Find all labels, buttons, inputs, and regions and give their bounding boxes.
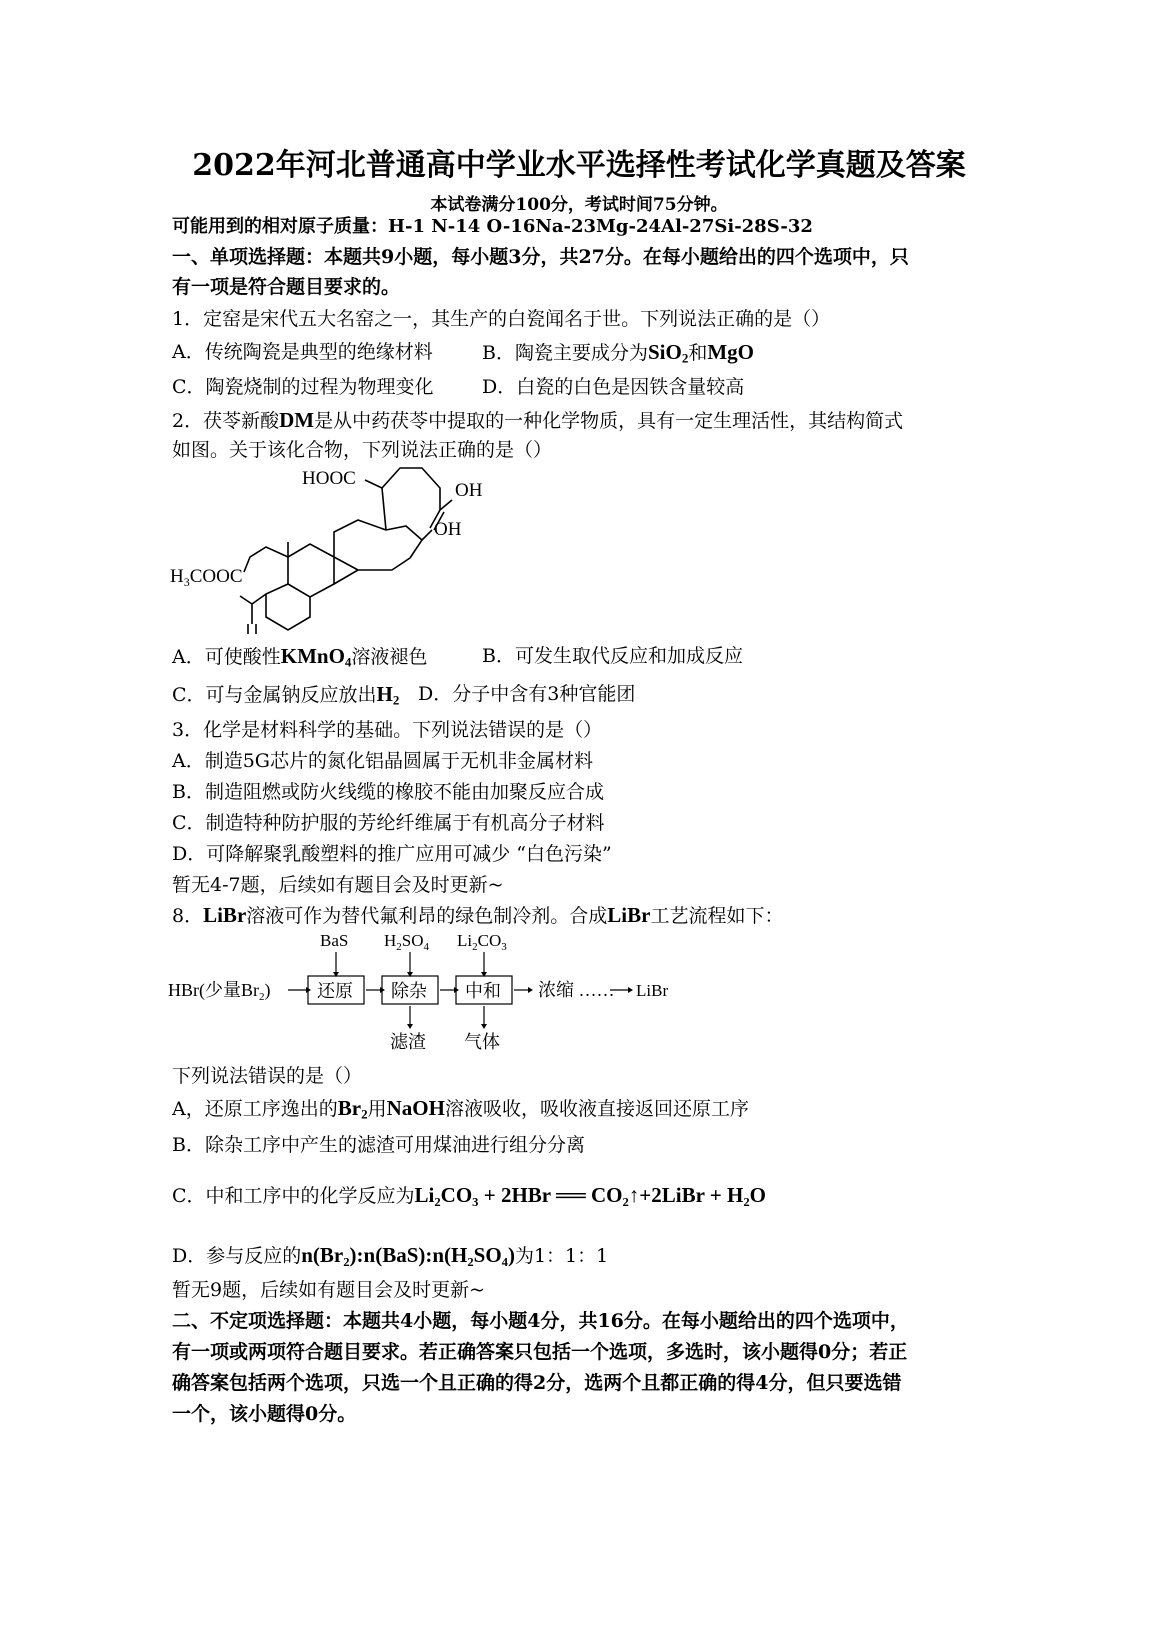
atomic-masses: 可能用到的相对原子质量：H-1 N-14 O-16Na-23Mg-24Al-27Si-28S-32 — [172, 216, 813, 237]
input-close: ) — [264, 980, 271, 1000]
q1-option-c: C．陶瓷烧制的过程为物理变化 — [172, 376, 434, 398]
ring-c — [334, 520, 386, 570]
kmno4-formula — [281, 644, 352, 668]
reagent-h2so4 — [384, 931, 430, 953]
ester-h: H — [170, 566, 184, 587]
h2-main: H — [376, 682, 393, 706]
q2-stem-prefix: 2．茯苓新酸 — [172, 410, 280, 432]
reagent-li2co3 — [457, 931, 507, 953]
q8-stem-suffix: 工艺流程如下： — [650, 905, 784, 927]
dm-label: DM — [279, 408, 315, 432]
libr-label-1: LiBr — [203, 903, 247, 927]
li2co3-co: CO — [477, 931, 502, 950]
dm-structure-diagram — [160, 462, 540, 637]
ester-label — [170, 566, 243, 589]
note-missing-9: 暂无9题，后续如有题目会及时更新~ — [172, 1279, 486, 1301]
step-concentrate: 浓缩 …… — [538, 980, 615, 1000]
vinylidene-double-bond — [248, 624, 256, 634]
h2-sub: 2 — [392, 692, 400, 708]
q8-d-prefix: D．参与反应的 — [172, 1245, 302, 1267]
section1-line1: 一、单项选择题：本题共9小题，每小题3分，共27分。在每小题给出的四个选项中，只 — [172, 246, 909, 268]
enol-oh-bond — [440, 500, 452, 510]
sio2-main: SiO — [647, 340, 682, 364]
q1-option-b-text: B．陶瓷主要成分为 — [482, 342, 648, 364]
kmno4-sub: 4 — [344, 654, 352, 670]
oh-mid-label: OH — [434, 519, 462, 540]
naoh-formula: NaOH — [386, 1096, 445, 1120]
br2-formula — [338, 1096, 368, 1120]
q2-stem-line1 — [172, 407, 903, 434]
q8-number: 8． — [172, 905, 204, 927]
input-text: HBr(少量Br — [168, 980, 259, 1000]
section1-line2: 有一项是符合题目要求的。 — [172, 276, 401, 298]
q2-option-d: D．分子中含有3种官能团 — [418, 683, 636, 705]
q8-stem — [172, 902, 783, 929]
libr-process-flow — [160, 928, 720, 1058]
libr-label-2: LiBr — [607, 903, 651, 927]
flow-input — [168, 980, 271, 1003]
q8-a-suffix: 溶液吸收，吸收液直接返回还原工序 — [444, 1098, 749, 1120]
q3-stem: 3．化学是材料科学的基础。下列说法错误的是（） — [172, 719, 603, 741]
flow-residue: 滤渣 — [390, 1032, 426, 1052]
section2-line2: 有一项或两项符合题目要求。若正确答案只包括一个选项，多选时，该小题得0分；若正 — [172, 1341, 908, 1363]
exam-title: 2022年河北普通高中学业水平选择性考试化学真题及答案 — [192, 148, 966, 183]
section2-line3: 确答案包括两个选项，只选一个且正确的得2分，选两个且都正确的得4分，但只要选错 — [172, 1372, 902, 1394]
h2so4-h: H — [384, 931, 397, 950]
h2-formula — [377, 682, 400, 706]
q8-option-d — [172, 1242, 608, 1269]
q1-stem: 1．定窑是宋代五大名窑之一，其生产的白瓷闻名于世。下列说法正确的是（） — [172, 308, 831, 330]
q8-stem-mid: 溶液可作为替代氟利昂的绿色制冷剂。合成 — [246, 905, 608, 927]
q8-option-c — [172, 1182, 766, 1209]
li2co3-sub1: 2 — [472, 941, 478, 953]
step-reduce: 还原 — [317, 981, 353, 1001]
kmno4-main: KMnO — [280, 644, 345, 668]
side-chain — [382, 468, 440, 510]
ring-b-c-bond — [334, 570, 358, 584]
flow-product: LiBr — [636, 981, 669, 1000]
q8-option-b: B．除杂工序中产生的滤渣可用煤油进行组分分离 — [172, 1134, 585, 1156]
mole-ratio-expression: n(Br₂):n(BaS):n(H₂SO₄) — [301, 1243, 515, 1267]
sio2-sub: 2 — [681, 350, 689, 366]
q2-a-prefix: A．可使酸性 — [172, 646, 281, 668]
seven-ring-top — [386, 526, 422, 558]
input-sub: 2 — [259, 991, 265, 1003]
q2-stem-suffix: 是从中药茯苓中提取的一种化学物质，具有一定生理活性，其结构简式 — [314, 410, 904, 432]
step-neutralize: 中和 — [465, 981, 501, 1001]
cooh-label: HOOC — [302, 468, 356, 489]
li2co3-li: Li — [457, 931, 473, 950]
and-text: 和 — [688, 342, 708, 364]
isopropenyl — [252, 594, 266, 624]
step-purify: 除杂 — [391, 981, 427, 1001]
q1-option-d: D．白瓷的白色是因铁含量较高 — [482, 376, 745, 398]
q8-c-prefix: C．中和工序中的化学反应为 — [172, 1185, 415, 1207]
exam-subtitle: 本试卷满分100分，考试时间75分钟。 — [430, 195, 728, 215]
q2-option-b: B．可发生取代反应和加成反应 — [482, 645, 743, 667]
q8-a-prefix: A，还原工序逸出的 — [172, 1098, 338, 1120]
q3-option-b: B．制造阻燃或防火线缆的橡胶不能由加聚反应合成 — [172, 781, 604, 803]
br2-main: Br — [337, 1096, 362, 1120]
q3-option-c: C．制造特种防护服的芳纶纤维属于有机高分子材料 — [172, 812, 605, 834]
reagent-bas: BaS — [320, 931, 349, 950]
arrowhead — [528, 987, 533, 993]
h2so4-so: SO — [401, 931, 424, 950]
oh-top-label: OH — [455, 480, 483, 501]
flow-gas: 气体 — [464, 1032, 500, 1052]
arrowhead — [407, 1024, 413, 1029]
sio2-formula — [648, 340, 688, 364]
q8-a-mid: 用 — [367, 1098, 387, 1120]
q2-c-prefix: C．可与金属钠反应放出 — [172, 684, 377, 706]
q2-option-c — [172, 681, 399, 708]
ring-a — [266, 584, 310, 630]
oh-mid-bond — [422, 530, 432, 540]
mgo-formula: MgO — [707, 340, 755, 364]
chain-bond — [382, 488, 386, 530]
arrowhead — [628, 987, 633, 993]
h2so4-sub2: 4 — [423, 941, 430, 953]
ester-sub: 3 — [183, 575, 190, 589]
neutralization-equation: Li₂CO₃ + 2HBr ══ CO₂↑+2LiBr + H₂O — [414, 1183, 766, 1207]
section2-line4: 一个，该小题得0分。 — [172, 1403, 357, 1425]
ring-b — [288, 544, 334, 597]
h2so4-sub1: 2 — [396, 941, 402, 953]
q8-ask: 下列说法错误的是（） — [172, 1065, 363, 1087]
q3-option-d: D．可降解聚乳酸塑料的推广应用可减少 “白色污染” — [172, 843, 612, 865]
q1-option-b — [482, 339, 754, 366]
section2-line1: 二、不定项选择题：本题共4小题，每小题4分，共16分。在每小题给出的四个选项中， — [172, 1310, 909, 1332]
q8-d-suffix: 为1：1：1 — [514, 1245, 609, 1267]
isopropenyl-methyl — [240, 596, 252, 604]
q8-option-a — [172, 1095, 749, 1122]
li2co3-sub2: 3 — [501, 941, 507, 953]
cooh-bond — [365, 480, 382, 488]
q2-a-suffix: 溶液褪色 — [351, 646, 428, 668]
q2-option-a — [172, 643, 427, 670]
q2-stem-line2: 如图。关于该化合物，下列说法正确的是（） — [172, 439, 553, 461]
q1-option-a: A．传统陶瓷是典型的绝缘材料 — [172, 341, 433, 363]
note-missing-4-7: 暂无4-7题，后续如有题目会及时更新~ — [172, 874, 504, 896]
br2-sub: 2 — [361, 1106, 368, 1122]
ester-rest: COOC — [189, 566, 243, 587]
ester-chain — [244, 547, 288, 572]
seven-ring-bottom — [358, 558, 410, 570]
arrowhead — [481, 1024, 487, 1029]
q3-option-a: A．制造5G芯片的氮化铝晶圆属于无机非金属材料 — [172, 750, 593, 772]
